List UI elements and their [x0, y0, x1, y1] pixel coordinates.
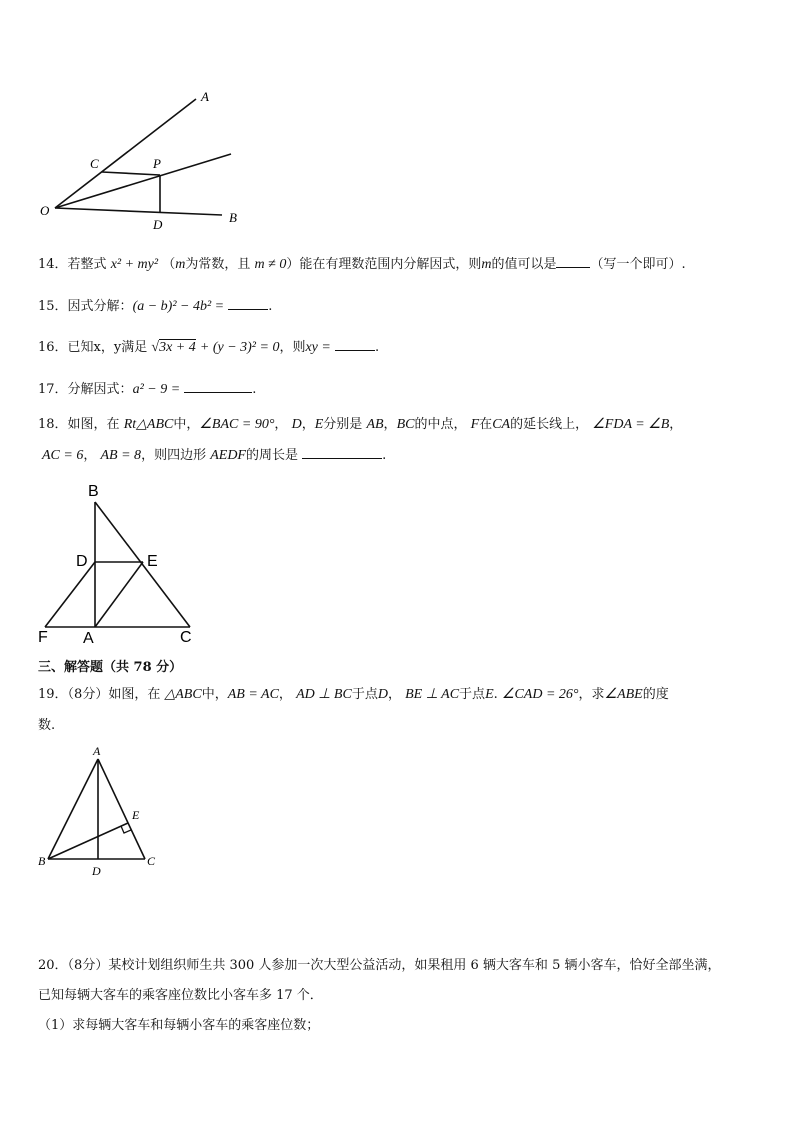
- label-d: D: [76, 553, 88, 570]
- question-17: 17．分解因式：a² − 9 = .: [38, 382, 257, 397]
- sqrt-sign: √: [151, 340, 160, 355]
- figure-isosceles-triangle: [0, 745, 794, 885]
- label-p: P: [153, 156, 161, 171]
- label-f: F: [38, 629, 48, 646]
- question-15: 15．因式分解：(a − b)² − 4b² = .: [38, 299, 273, 314]
- question-20-sub1: （1）求每辆大客车和每辆小客车的乘客座位数；: [38, 1018, 320, 1033]
- label-b: B: [88, 483, 99, 500]
- label-o: O: [40, 203, 50, 218]
- sqrt-body: 3x + 4: [159, 340, 196, 355]
- label-a: A: [201, 89, 209, 104]
- question-20-line1: 20．（8分）某校计划组织师生共 300 人参加一次大型公益活动，如果租用 6 辆大客车和 5 辆小客车，恰好全部坐满，: [38, 958, 721, 973]
- answer-blank-17[interactable]: [184, 380, 252, 393]
- question-20-line2: 已知每辆大客车的乘客座位数比小客车多 17 个．: [38, 988, 323, 1003]
- label-b: B: [229, 210, 237, 225]
- answer-blank-15[interactable]: [228, 297, 268, 310]
- question-14: 14．若整式 x² + my² （m为常数，且 m ≠ 0）能在有理数范围内分解因式，则m的值可以是 （写一个即可）.: [38, 257, 686, 272]
- label-c: C: [180, 629, 192, 646]
- label-d: D: [92, 864, 101, 878]
- answer-blank-14[interactable]: [556, 255, 590, 268]
- answer-blank-16[interactable]: [335, 338, 375, 351]
- question-18-line1: 18．如图，在 Rt△ABC中，∠BAC = 90°， D，E分别是 AB，BC的中点， F在CA的延长线上， ∠FDA = ∠B，: [38, 417, 683, 432]
- label-e: E: [147, 553, 158, 570]
- question-16: 16．已知x，y满足 √3x + 4 + (y − 3)² = 0，则xy = .: [38, 340, 380, 355]
- label-a: A: [83, 630, 94, 647]
- question-19-line1: 19．（8分）如图，在 △ABC中，AB = AC， AD ⊥ BC于点D， BE ⊥ AC于点E. ∠CAD = 26°，求∠ABE的度: [38, 687, 669, 702]
- figure-angle-opb: [0, 0, 794, 240]
- label-c: C: [147, 854, 156, 868]
- label-d: D: [153, 217, 163, 232]
- question-19-line2: 数.: [38, 718, 56, 733]
- answer-blank-18[interactable]: [302, 446, 382, 459]
- label-a: A: [93, 744, 101, 758]
- label-e: E: [132, 808, 140, 822]
- section-heading: 三、解答题（共 78 分）: [38, 660, 183, 675]
- label-b: B: [38, 854, 46, 868]
- figure-right-triangle-aedf: [0, 470, 794, 650]
- question-18-line2: AC = 6， AB = 8，则四边形 AEDF的周长是 .: [42, 448, 387, 463]
- label-c: C: [90, 156, 99, 171]
